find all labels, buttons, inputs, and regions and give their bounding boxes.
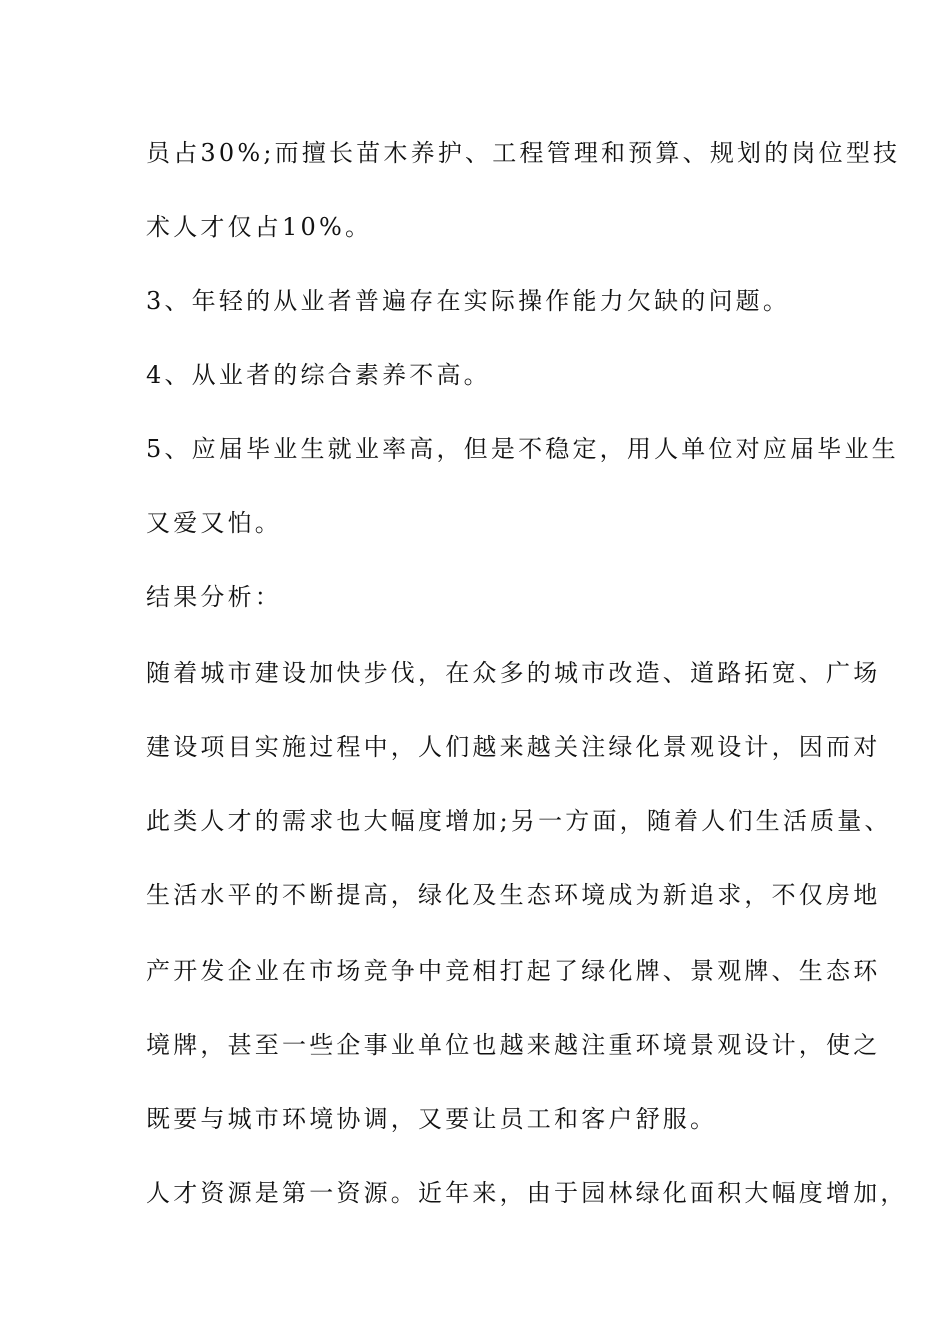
text-line: 人才资源是第一资源。近年来，由于园林绿化面积大幅度增加， (146, 1179, 908, 1207)
text-line: 产开发企业在市场竞争中竞相打起了绿化牌、景观牌、生态环 (146, 957, 881, 985)
text-line: 术人才仅占10%。 (146, 213, 373, 241)
text-line: 5、应届毕业生就业率高，但是不稳定，用人单位对应届毕业生 (146, 435, 899, 463)
text-line: 4、从业者的综合素养不高。 (146, 361, 491, 389)
text-line: 境牌，甚至一些企事业单位也越来越注重环境景观设计，使之 (146, 1031, 881, 1059)
text-line: 员占30%;而擅长苗木养护、工程管理和预算、规划的岗位型技 (146, 139, 901, 167)
section-heading: 结果分析： (146, 583, 282, 611)
text-line: 3、年轻的从业者普遍存在实际操作能力欠缺的问题。 (146, 287, 791, 315)
text-line: 生活水平的不断提高，绿化及生态环境成为新追求，不仅房地 (146, 881, 881, 909)
text-line: 又爱又怕。 (146, 509, 282, 537)
text-line: 建设项目实施过程中，人们越来越关注绿化景观设计，因而对 (146, 733, 881, 761)
text-line: 随着城市建设加快步伐，在众多的城市改造、道路拓宽、广场 (146, 659, 881, 687)
text-line: 既要与城市环境协调，又要让员工和客户舒服。 (146, 1105, 718, 1133)
text-line: 此类人才的需求也大幅度增加;另一方面，随着人们生活质量、 (146, 807, 892, 835)
